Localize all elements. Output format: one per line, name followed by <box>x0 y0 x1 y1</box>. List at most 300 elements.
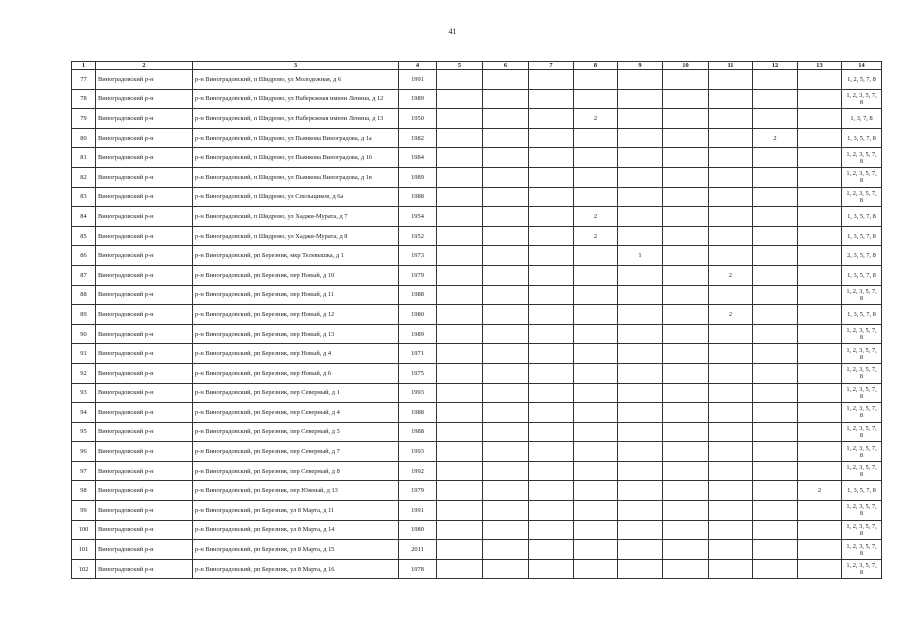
column-8-cell <box>574 481 618 501</box>
column-9-cell <box>618 187 663 207</box>
column-13-cell <box>798 265 842 285</box>
column-11-cell <box>709 207 753 227</box>
column-6-cell <box>483 246 529 266</box>
column-7-cell <box>529 285 574 305</box>
column-6-cell <box>483 540 529 560</box>
column-6-cell <box>483 501 529 521</box>
address-cell: р-н Виноградовский, рп Березник, пер Новый, д 13 <box>193 324 399 344</box>
year-cell: 1988 <box>399 285 437 305</box>
column-9-cell <box>618 128 663 148</box>
table-row <box>72 363 882 383</box>
codes-cell: 1, 2, 3, 5, 7, 8 <box>842 383 882 403</box>
codes-cell: 1, 2, 3, 5, 7, 8 <box>842 187 882 207</box>
column-11-cell <box>709 403 753 423</box>
column-5-cell <box>437 246 483 266</box>
address-cell: р-н Виноградовский, рп Березник, пер Южный, д 13 <box>193 481 399 501</box>
column-12-cell <box>753 501 798 521</box>
column-9-cell <box>618 285 663 305</box>
column-11-cell <box>709 167 753 187</box>
column-6-cell <box>483 285 529 305</box>
column-11-cell <box>709 442 753 462</box>
codes-cell: 1, 3, 5, 7, 8 <box>842 226 882 246</box>
column-7-cell <box>529 559 574 579</box>
table-row <box>72 481 882 501</box>
column-9-cell <box>618 540 663 560</box>
column-7-cell <box>529 324 574 344</box>
column-6-cell <box>483 305 529 325</box>
column-13-cell <box>798 559 842 579</box>
address-cell: р-н Виноградовский, рп Березник, пер Северный, д 1 <box>193 383 399 403</box>
column-12-cell <box>753 383 798 403</box>
column-header-11: 11 <box>709 62 753 70</box>
column-header-1: 1 <box>72 62 96 70</box>
column-9-cell <box>618 559 663 579</box>
table-row <box>72 520 882 540</box>
column-13-cell <box>798 128 842 148</box>
year-cell: 1989 <box>399 167 437 187</box>
codes-cell: 1, 2, 3, 5, 7, 8 <box>842 422 882 442</box>
row-number-cell: 81 <box>72 148 96 168</box>
year-cell: 1975 <box>399 363 437 383</box>
codes-cell: 1, 3, 5, 7, 8 <box>842 128 882 148</box>
district-cell: Виноградовский р-н <box>96 363 193 383</box>
column-11-cell <box>709 246 753 266</box>
year-cell: 1982 <box>399 128 437 148</box>
column-9-cell <box>618 89 663 109</box>
column-7-cell <box>529 148 574 168</box>
district-cell: Виноградовский р-н <box>96 89 193 109</box>
column-13-cell <box>798 363 842 383</box>
column-6-cell <box>483 109 529 129</box>
row-number-cell: 93 <box>72 383 96 403</box>
column-5-cell <box>437 324 483 344</box>
column-8-cell <box>574 344 618 364</box>
district-cell: Виноградовский р-н <box>96 128 193 148</box>
column-6-cell <box>483 265 529 285</box>
column-9-cell <box>618 442 663 462</box>
column-13-cell <box>798 520 842 540</box>
column-6-cell <box>483 89 529 109</box>
column-12-cell <box>753 481 798 501</box>
column-10-cell <box>663 324 709 344</box>
column-5-cell <box>437 422 483 442</box>
codes-cell: 1, 2, 3, 5, 7, 8 <box>842 442 882 462</box>
column-11-cell <box>709 559 753 579</box>
column-5-cell <box>437 187 483 207</box>
codes-cell: 1, 3, 5, 7, 8 <box>842 207 882 227</box>
column-8-cell <box>574 520 618 540</box>
district-cell: Виноградовский р-н <box>96 109 193 129</box>
column-5-cell <box>437 265 483 285</box>
column-8-cell <box>574 501 618 521</box>
column-5-cell <box>437 148 483 168</box>
column-13-cell <box>798 461 842 481</box>
column-9-cell <box>618 265 663 285</box>
column-12-cell <box>753 207 798 227</box>
column-6-cell <box>483 520 529 540</box>
column-5-cell <box>437 520 483 540</box>
address-cell: р-н Виноградовский, рп Березник, ул 8 Марта, д 14 <box>193 520 399 540</box>
column-13-cell <box>798 442 842 462</box>
column-12-cell <box>753 363 798 383</box>
column-10-cell <box>663 207 709 227</box>
column-5-cell <box>437 70 483 90</box>
district-cell: Виноградовский р-н <box>96 540 193 560</box>
year-cell: 1952 <box>399 226 437 246</box>
column-10-cell <box>663 305 709 325</box>
address-cell: р-н Виноградовский, рп Березник, пер Северный, д 5 <box>193 422 399 442</box>
table-row <box>72 540 882 560</box>
year-cell: 1954 <box>399 207 437 227</box>
column-13-cell <box>798 403 842 423</box>
column-5-cell <box>437 540 483 560</box>
year-cell: 1979 <box>399 481 437 501</box>
district-cell: Виноградовский р-н <box>96 422 193 442</box>
address-cell: р-н Виноградовский, рп Березник, пер Новый, д 6 <box>193 363 399 383</box>
column-6-cell <box>483 403 529 423</box>
column-11-cell <box>709 520 753 540</box>
row-number-cell: 99 <box>72 501 96 521</box>
column-13-cell <box>798 167 842 187</box>
column-11-cell <box>709 481 753 501</box>
row-number-cell: 97 <box>72 461 96 481</box>
column-13-cell: 2 <box>798 481 842 501</box>
column-8-cell <box>574 559 618 579</box>
table-row <box>72 128 882 148</box>
column-6-cell <box>483 324 529 344</box>
codes-cell: 1, 2, 3, 5, 7, 8 <box>842 344 882 364</box>
column-6-cell <box>483 148 529 168</box>
district-cell: Виноградовский р-н <box>96 403 193 423</box>
column-9-cell <box>618 207 663 227</box>
row-number-cell: 91 <box>72 344 96 364</box>
row-number-cell: 79 <box>72 109 96 129</box>
year-cell: 1988 <box>399 187 437 207</box>
column-10-cell <box>663 383 709 403</box>
column-13-cell <box>798 540 842 560</box>
table-row <box>72 89 882 109</box>
column-11-cell <box>709 540 753 560</box>
column-8-cell <box>574 167 618 187</box>
column-header-13: 13 <box>798 62 842 70</box>
column-8-cell <box>574 128 618 148</box>
address-cell: р-н Виноградовский, п Шидрово, ул Хаджи-Мурата, д 7 <box>193 207 399 227</box>
column-6-cell <box>483 207 529 227</box>
column-12-cell <box>753 305 798 325</box>
column-11-cell: 2 <box>709 265 753 285</box>
header-row <box>72 62 882 70</box>
column-8-cell <box>574 285 618 305</box>
column-13-cell <box>798 148 842 168</box>
address-cell: р-н Виноградовский, рп Березник, ул 8 Марта, д 16 <box>193 559 399 579</box>
column-8-cell <box>574 148 618 168</box>
table-row <box>72 422 882 442</box>
district-cell: Виноградовский р-н <box>96 148 193 168</box>
table-row <box>72 70 882 90</box>
column-6-cell <box>483 344 529 364</box>
column-13-cell <box>798 344 842 364</box>
codes-cell: 1, 2, 3, 5, 7, 8 <box>842 285 882 305</box>
table-body <box>72 70 882 579</box>
column-11-cell <box>709 109 753 129</box>
codes-cell: 1, 2, 3, 5, 7, 8 <box>842 403 882 423</box>
column-7-cell <box>529 442 574 462</box>
column-13-cell <box>798 285 842 305</box>
column-9-cell <box>618 109 663 129</box>
column-8-cell <box>574 461 618 481</box>
row-number-cell: 96 <box>72 442 96 462</box>
column-13-cell <box>798 207 842 227</box>
column-7-cell <box>529 363 574 383</box>
column-10-cell <box>663 481 709 501</box>
column-9-cell <box>618 305 663 325</box>
column-7-cell <box>529 383 574 403</box>
column-6-cell <box>483 226 529 246</box>
table-row <box>72 207 882 227</box>
column-9-cell <box>618 344 663 364</box>
district-cell: Виноградовский р-н <box>96 383 193 403</box>
column-11-cell <box>709 422 753 442</box>
page-number: 41 <box>448 27 457 36</box>
district-cell: Виноградовский р-н <box>96 481 193 501</box>
column-12-cell <box>753 540 798 560</box>
column-10-cell <box>663 520 709 540</box>
codes-cell: 1, 3, 5, 7, 8 <box>842 265 882 285</box>
district-cell: Виноградовский р-н <box>96 265 193 285</box>
column-12-cell <box>753 148 798 168</box>
row-number-cell: 83 <box>72 187 96 207</box>
column-7-cell <box>529 344 574 364</box>
row-number-cell: 95 <box>72 422 96 442</box>
column-7-cell <box>529 70 574 90</box>
column-6-cell <box>483 461 529 481</box>
column-8-cell: 2 <box>574 207 618 227</box>
column-12-cell <box>753 187 798 207</box>
column-9-cell <box>618 167 663 187</box>
address-cell: р-н Виноградовский, рп Березник, пер Новый, д 4 <box>193 344 399 364</box>
district-cell: Виноградовский р-н <box>96 70 193 90</box>
year-cell: 1993 <box>399 442 437 462</box>
table-row <box>72 226 882 246</box>
codes-cell: 1, 3, 7, 8 <box>842 109 882 129</box>
column-13-cell <box>798 70 842 90</box>
column-8-cell <box>574 363 618 383</box>
address-cell: р-н Виноградовский, рп Березник, пер Северный, д 4 <box>193 403 399 423</box>
column-13-cell <box>798 89 842 109</box>
column-8-cell: 2 <box>574 109 618 129</box>
column-7-cell <box>529 540 574 560</box>
row-number-cell: 92 <box>72 363 96 383</box>
column-13-cell <box>798 501 842 521</box>
column-13-cell <box>798 246 842 266</box>
year-cell: 1979 <box>399 265 437 285</box>
table-row <box>72 148 882 168</box>
codes-cell: 1, 2, 3, 5, 7, 8 <box>842 89 882 109</box>
column-13-cell <box>798 109 842 129</box>
year-cell: 1988 <box>399 403 437 423</box>
codes-cell: 1, 2, 3, 5, 7, 8 <box>842 559 882 579</box>
codes-cell: 1, 2, 3, 5, 7, 8 <box>842 363 882 383</box>
column-7-cell <box>529 89 574 109</box>
column-7-cell <box>529 246 574 266</box>
district-cell: Виноградовский р-н <box>96 226 193 246</box>
column-5-cell <box>437 481 483 501</box>
year-cell: 1950 <box>399 109 437 129</box>
column-11-cell: 2 <box>709 305 753 325</box>
column-5-cell <box>437 559 483 579</box>
column-header-8: 8 <box>574 62 618 70</box>
codes-cell: 1, 2, 3, 5, 7, 8 <box>842 461 882 481</box>
codes-cell: 1, 2, 3, 5, 7, 8 <box>842 167 882 187</box>
address-cell: р-н Виноградовский, рп Березник, пер Новый, д 11 <box>193 285 399 305</box>
district-cell: Виноградовский р-н <box>96 187 193 207</box>
district-cell: Виноградовский р-н <box>96 461 193 481</box>
district-cell: Виноградовский р-н <box>96 324 193 344</box>
row-number-cell: 77 <box>72 70 96 90</box>
column-12-cell <box>753 520 798 540</box>
column-6-cell <box>483 187 529 207</box>
column-7-cell <box>529 481 574 501</box>
table-row <box>72 442 882 462</box>
column-12-cell <box>753 442 798 462</box>
column-7-cell <box>529 128 574 148</box>
address-cell: р-н Виноградовский, п Шидрово, ул Спельщиков, д 6а <box>193 187 399 207</box>
column-5-cell <box>437 363 483 383</box>
column-5-cell <box>437 344 483 364</box>
column-6-cell <box>483 559 529 579</box>
column-9-cell <box>618 520 663 540</box>
table-row <box>72 285 882 305</box>
column-11-cell <box>709 344 753 364</box>
column-8-cell <box>574 246 618 266</box>
column-10-cell <box>663 226 709 246</box>
column-11-cell <box>709 285 753 305</box>
year-cell: 2011 <box>399 540 437 560</box>
district-cell: Виноградовский р-н <box>96 559 193 579</box>
row-number-cell: 87 <box>72 265 96 285</box>
column-5-cell <box>437 207 483 227</box>
column-9-cell <box>618 481 663 501</box>
column-header-14: 14 <box>842 62 882 70</box>
column-12-cell <box>753 324 798 344</box>
address-cell: р-н Виноградовский, рп Березник, ул 8 Марта, д 11 <box>193 501 399 521</box>
district-cell: Виноградовский р-н <box>96 167 193 187</box>
column-5-cell <box>437 226 483 246</box>
column-10-cell <box>663 559 709 579</box>
column-10-cell <box>663 246 709 266</box>
column-header-2: 2 <box>96 62 193 70</box>
column-12-cell <box>753 403 798 423</box>
column-7-cell <box>529 109 574 129</box>
column-5-cell <box>437 128 483 148</box>
column-12-cell <box>753 422 798 442</box>
column-header-6: 6 <box>483 62 529 70</box>
column-10-cell <box>663 89 709 109</box>
codes-cell: 1, 2, 5, 7, 8 <box>842 70 882 90</box>
district-cell: Виноградовский р-н <box>96 285 193 305</box>
year-cell: 1971 <box>399 344 437 364</box>
column-header-12: 12 <box>753 62 798 70</box>
district-cell: Виноградовский р-н <box>96 520 193 540</box>
row-number-cell: 80 <box>72 128 96 148</box>
column-12-cell <box>753 226 798 246</box>
year-cell: 1989 <box>399 324 437 344</box>
column-9-cell <box>618 403 663 423</box>
address-cell: р-н Виноградовский, рп Березник, пер Северный, д 7 <box>193 442 399 462</box>
column-header-5: 5 <box>437 62 483 70</box>
year-cell: 1988 <box>399 422 437 442</box>
column-11-cell <box>709 226 753 246</box>
year-cell: 1989 <box>399 89 437 109</box>
row-number-cell: 78 <box>72 89 96 109</box>
column-13-cell <box>798 226 842 246</box>
column-12-cell <box>753 246 798 266</box>
row-number-cell: 88 <box>72 285 96 305</box>
table-row <box>72 403 882 423</box>
address-cell: р-н Виноградовский, п Шидрово, ул Пьянкова Виноградова, д 1а <box>193 128 399 148</box>
address-cell: р-н Виноградовский, п Шидрово, ул Пьянкова Виноградова, д 16 <box>193 148 399 168</box>
column-10-cell <box>663 109 709 129</box>
column-5-cell <box>437 403 483 423</box>
address-cell: р-н Виноградовский, рп Березник, мкр Телевышка, д 1 <box>193 246 399 266</box>
column-10-cell <box>663 128 709 148</box>
column-9-cell <box>618 422 663 442</box>
year-cell: 1993 <box>399 383 437 403</box>
column-7-cell <box>529 520 574 540</box>
column-13-cell <box>798 187 842 207</box>
codes-cell: 1, 2, 3, 5, 7, 8 <box>842 324 882 344</box>
row-number-cell: 84 <box>72 207 96 227</box>
column-5-cell <box>437 442 483 462</box>
column-10-cell <box>663 501 709 521</box>
codes-cell: 1, 2, 3, 5, 7, 8 <box>842 520 882 540</box>
column-13-cell <box>798 383 842 403</box>
year-cell: 1980 <box>399 520 437 540</box>
column-9-cell <box>618 148 663 168</box>
table-row <box>72 461 882 481</box>
column-12-cell <box>753 344 798 364</box>
address-cell: р-н Виноградовский, п Шидрово, ул Набережная имени Ленина, д 13 <box>193 109 399 129</box>
column-10-cell <box>663 540 709 560</box>
column-8-cell <box>574 305 618 325</box>
district-cell: Виноградовский р-н <box>96 207 193 227</box>
column-9-cell <box>618 324 663 344</box>
column-5-cell <box>437 109 483 129</box>
row-number-cell: 98 <box>72 481 96 501</box>
row-number-cell: 82 <box>72 167 96 187</box>
column-11-cell <box>709 70 753 90</box>
table-row <box>72 109 882 129</box>
address-cell: р-н Виноградовский, рп Березник, пер Новый, д 10 <box>193 265 399 285</box>
column-11-cell <box>709 383 753 403</box>
address-cell: р-н Виноградовский, п Шидрово, ул Молодежная, д 6 <box>193 70 399 90</box>
column-12-cell <box>753 70 798 90</box>
table-row <box>72 167 882 187</box>
column-8-cell <box>574 265 618 285</box>
address-cell: р-н Виноградовский, рп Березник, ул 8 Марта, д 15 <box>193 540 399 560</box>
column-5-cell <box>437 167 483 187</box>
address-cell: р-н Виноградовский, п Шидрово, ул Набережная имени Ленина, д 12 <box>193 89 399 109</box>
table-row <box>72 305 882 325</box>
column-10-cell <box>663 167 709 187</box>
column-7-cell <box>529 207 574 227</box>
column-7-cell <box>529 265 574 285</box>
column-header-7: 7 <box>529 62 574 70</box>
column-9-cell <box>618 501 663 521</box>
year-cell: 1991 <box>399 70 437 90</box>
district-cell: Виноградовский р-н <box>96 246 193 266</box>
column-9-cell: 1 <box>618 246 663 266</box>
